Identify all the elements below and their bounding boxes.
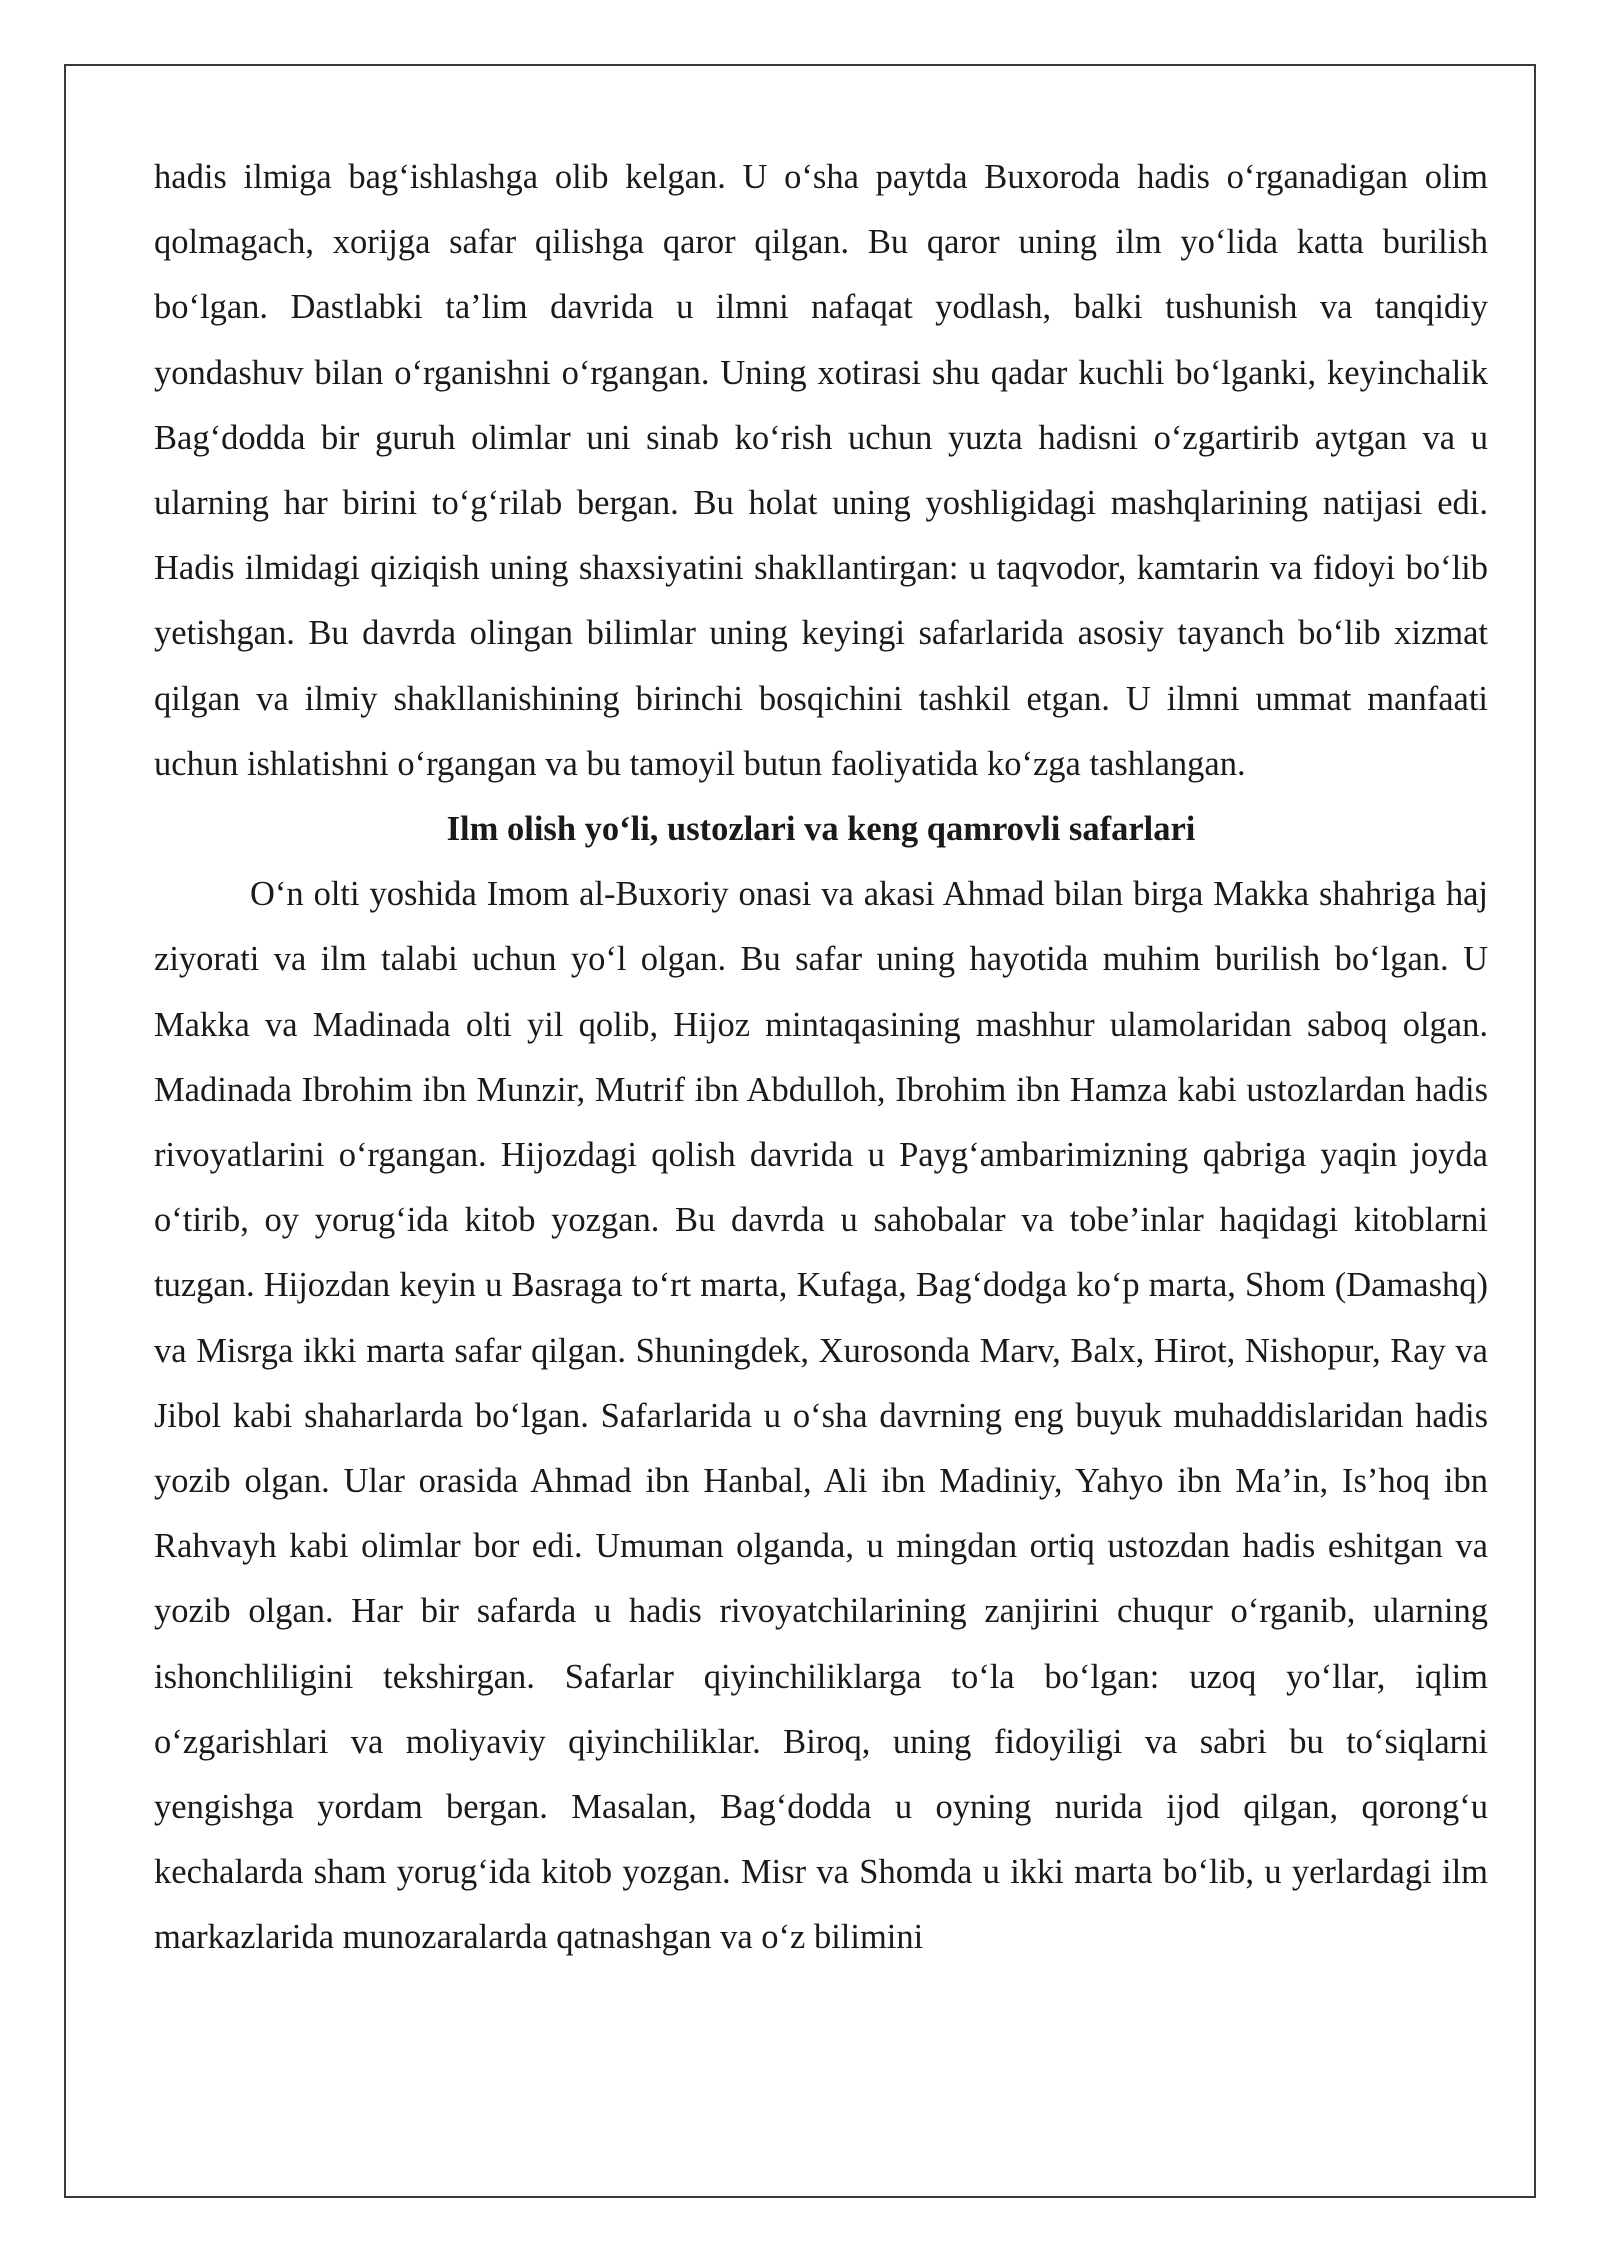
- section-heading: Ilm olish yo‘li, ustozlari va keng qamrovli safarlari: [446, 810, 1196, 849]
- document-body: [154, 145, 1488, 1971]
- body-paragraph: O‘n olti yoshida Imom al-Buxoriy onasi va akasi Ahmad bilan birga Makka shahriga haj ziyorati va ilm talabi uchun yo‘l olgan. Bu safar uning hayotida muhim burilish bo‘lgan. U Makka va Madinada olti yil qolib, Hijoz mintaqasining mashhur ulamolaridan saboq olgan. Madinada Ibrohim ibn Munzir, Mutrif ibn Abdulloh, Ibrohim ibn Hamza kabi ustozlardan hadis rivoyatlarini o‘rgangan. Hijozdagi qolish davrida u Payg‘ambarimizning qabriga yaqin joyda o‘tirib, oy yorug‘ida kitob yozgan. Bu davrda u sahobalar va tobe’inlar haqidagi kitoblarni tuzgan. Hijozdan keyin u Basraga to‘rt marta, Kufaga, Bag‘dodga ko‘p marta, Shom (Damashq) va Misrga ikki marta safar qilgan. Shuningdek, Xurosonda Marv, Balx, Hirot, Nishopur, Ray va Jibol kabi shaharlarda bo‘lgan. Safarlarida u o‘sha davrning eng buyuk muhaddislaridan hadis yozib olgan. Ular orasida Ahmad ibn Hanbal, Ali ibn Madiniy, Yahyo ibn Ma’in, Is’hoq ibn Rahvayh kabi olimlar bor edi. Umuman olganda, u mingdan ortiq ustozdan hadis eshitgan va yozib olgan. Har bir safarda u hadis rivoyatchilarining zanjirini chuqur o‘rganib, ularning ishonchliligini tekshirgan. Safarlar qiyinchiliklarga to‘la bo‘lgan: uzoq yo‘llar, iqlim o‘zgarishlari va moliyaviy qiyinchiliklar. Biroq, uning fidoyiligi va sabri bu to‘siqlarni yengishga yordam bergan. Masalan, Bag‘dodda u oyning nurida ijod qilgan, qorong‘u kechalarda sham yorug‘ida kitob yozgan. Misr va Shomda u ikki marta bo‘lib, u yerlardagi ilm markazlarida munozaralarda qatnashgan va o‘z bilimini: [154, 875, 1488, 1957]
- body-paragraph: hadis ilmiga bag‘ishlashga olib kelgan. U o‘sha paytda Buxoroda hadis o‘rganadigan olim qolmagach, xorijga safar qilishga qaror qilgan. Bu qaror uning ilm yo‘lida katta burilish bo‘lgan. Dastlabki ta’lim davrida u ilmni nafaqat yodlash, balki tushunish va tanqidiy yondashuv bilan o‘rganishni o‘rgangan. Uning xotirasi shu qadar kuchli bo‘lganki, keyinchalik Bag‘dodda bir guruh olimlar uni sinab ko‘rish uchun yuzta hadisni o‘zgartirib aytgan va u ularning har birini to‘g‘rilab bergan. Bu holat uning yoshligidagi mashqlarining natijasi edi. Hadis ilmidagi qiziqish uning shaxsiyatini shakllantirgan: u taqvodor, kamtarin va fidoyi bo‘lib yetishgan. Bu davrda olingan bilimlar uning keyingi safarlarida asosiy tayanch bo‘lib xizmat qilgan va ilmiy shakllanishining birinchi bosqichini tashkil etgan. U ilmni ummat manfaati uchun ishlatishni o‘rgangan va bu tamoyil butun faoliyatida ko‘zga tashlangan.: [154, 158, 1488, 783]
